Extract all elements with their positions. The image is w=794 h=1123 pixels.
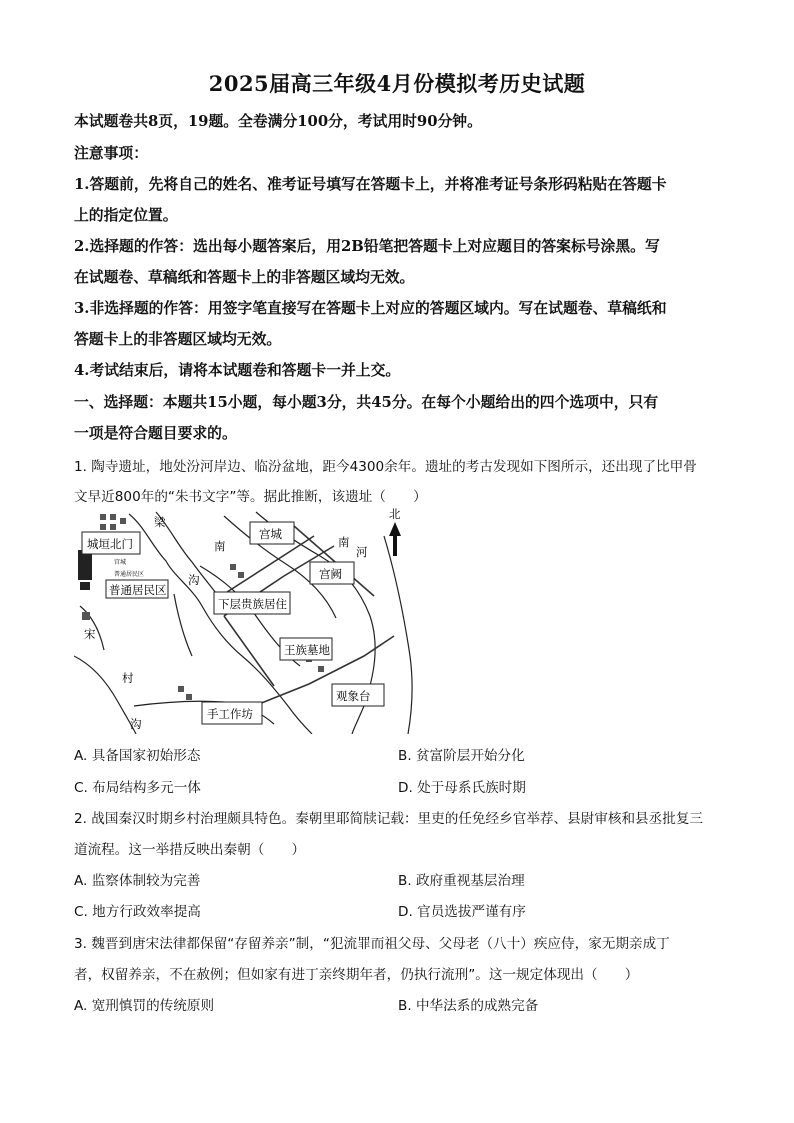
notice-line: 在试题卷、草稿纸和答题卡上的非答题区域均无效。 bbox=[74, 269, 415, 286]
q3-option-b: B. 中华法系的成熟完备 bbox=[398, 998, 539, 1014]
map-text: 河 bbox=[356, 545, 368, 559]
notice-line: 2.选择题的作答：选出每小题答案后，用2B铅笔把答题卡上对应题目的答案标号涂黑。写 bbox=[74, 238, 660, 255]
notice-line: 1.答题前，先将自己的姓名、准考证号填写在答题卡上，并将准考证号条形码粘贴在答题卡 bbox=[74, 176, 667, 193]
notice-line: 上的指定位置。 bbox=[74, 207, 178, 224]
q1-stem: 文早近800年的“朱书文字”等。据此推断，该遗址（ ） bbox=[74, 489, 427, 505]
north-label: 北 bbox=[389, 507, 401, 521]
q2-option-c: C. 地方行政效率提高 bbox=[74, 904, 201, 920]
q1-option-c: C. 布局结构多元一体 bbox=[74, 780, 201, 796]
map-box-royal-cemetery: 王族墓地 bbox=[284, 643, 330, 657]
map-small-label: 宫城 bbox=[114, 559, 127, 566]
q2-option-a: A. 监察体制较为完善 bbox=[74, 873, 201, 889]
map-box-residential: 普通居民区 bbox=[109, 583, 167, 597]
map-small-label: 普通居民区 bbox=[114, 571, 145, 578]
notice-line: 4.考试结束后，请将本试题卷和答题卡一并上交。 bbox=[74, 362, 401, 379]
map-box-palace-gate: 宫阙 bbox=[319, 567, 342, 581]
map-text: 梁 bbox=[154, 515, 166, 529]
map-box-palace-city: 宫城 bbox=[259, 527, 282, 541]
map-text: 南 bbox=[338, 535, 350, 549]
q1-stem: 1. 陶寺遗址，地处汾河岸边、临汾盆地，距今4300余年。遗址的考古发现如下图所示，还出现了比甲骨 bbox=[74, 459, 697, 475]
north-arrow-icon bbox=[384, 506, 406, 558]
q2-option-b: B. 政府重视基层治理 bbox=[398, 873, 525, 889]
map-box-noble-residence: 下层贵族居住 bbox=[218, 597, 287, 611]
q1-option-d: D. 处于母系氏族时期 bbox=[398, 780, 526, 796]
section-heading: 一、选择题：本题共15小题，每小题3分，共45分。在每个小题给出的四个选项中，只有 bbox=[74, 394, 659, 411]
q1-option-b: B. 贫富阶层开始分化 bbox=[398, 748, 525, 764]
taosi-site-map bbox=[74, 506, 416, 734]
map-text: 村 bbox=[122, 671, 134, 685]
q3-stem: 3. 魏晋到唐宋法律都保留“存留养亲”制，“犯流罪而祖父母、父母老（八十）疾应侍，家无期亲成丁 bbox=[74, 936, 670, 952]
map-box-workshop: 手工作坊 bbox=[207, 707, 253, 721]
notice-line: 3.非选择题的作答：用签字笔直接写在答题卡上对应的答题区域内。写在试题卷、草稿纸和 bbox=[74, 300, 667, 317]
map-box-north-gate: 城垣北门 bbox=[87, 537, 133, 551]
q2-stem: 道流程。这一举措反映出秦朝（ ） bbox=[74, 842, 306, 858]
q1-option-a: A. 具备国家初始形态 bbox=[74, 748, 201, 764]
map-text: 沟 bbox=[188, 573, 200, 587]
q2-stem: 2. 战国秦汉时期乡村治理颇具特色。秦朝里耶简牍记载：里吏的任免经乡官举荐、县尉审核和县丞批复三 bbox=[74, 811, 704, 827]
map-box-observatory: 观象台 bbox=[336, 689, 371, 703]
map-text: 沟 bbox=[130, 717, 142, 731]
map-text: 南 bbox=[214, 539, 226, 553]
section-heading: 一项是符合题目要求的。 bbox=[74, 425, 237, 442]
page-title: 2025届高三年级4月份模拟考历史试题 bbox=[208, 71, 586, 96]
notice-heading: 注意事项： bbox=[74, 145, 148, 162]
map-text: 宋 bbox=[84, 627, 96, 641]
q3-stem: 者，权留养亲，不在赦例；但如家有进丁亲终期年者，仍执行流刑”。这一规定体现出（ ） bbox=[74, 967, 639, 983]
q3-option-a: A. 宽刑慎罚的传统原则 bbox=[74, 998, 215, 1014]
intro-text: 本试题卷共8页，19题。全卷满分100分，考试用时90分钟。 bbox=[74, 113, 482, 130]
q2-option-d: D. 官员选拔严谨有序 bbox=[398, 904, 526, 920]
notice-line: 答题卡上的非答题区域均无效。 bbox=[74, 331, 282, 348]
